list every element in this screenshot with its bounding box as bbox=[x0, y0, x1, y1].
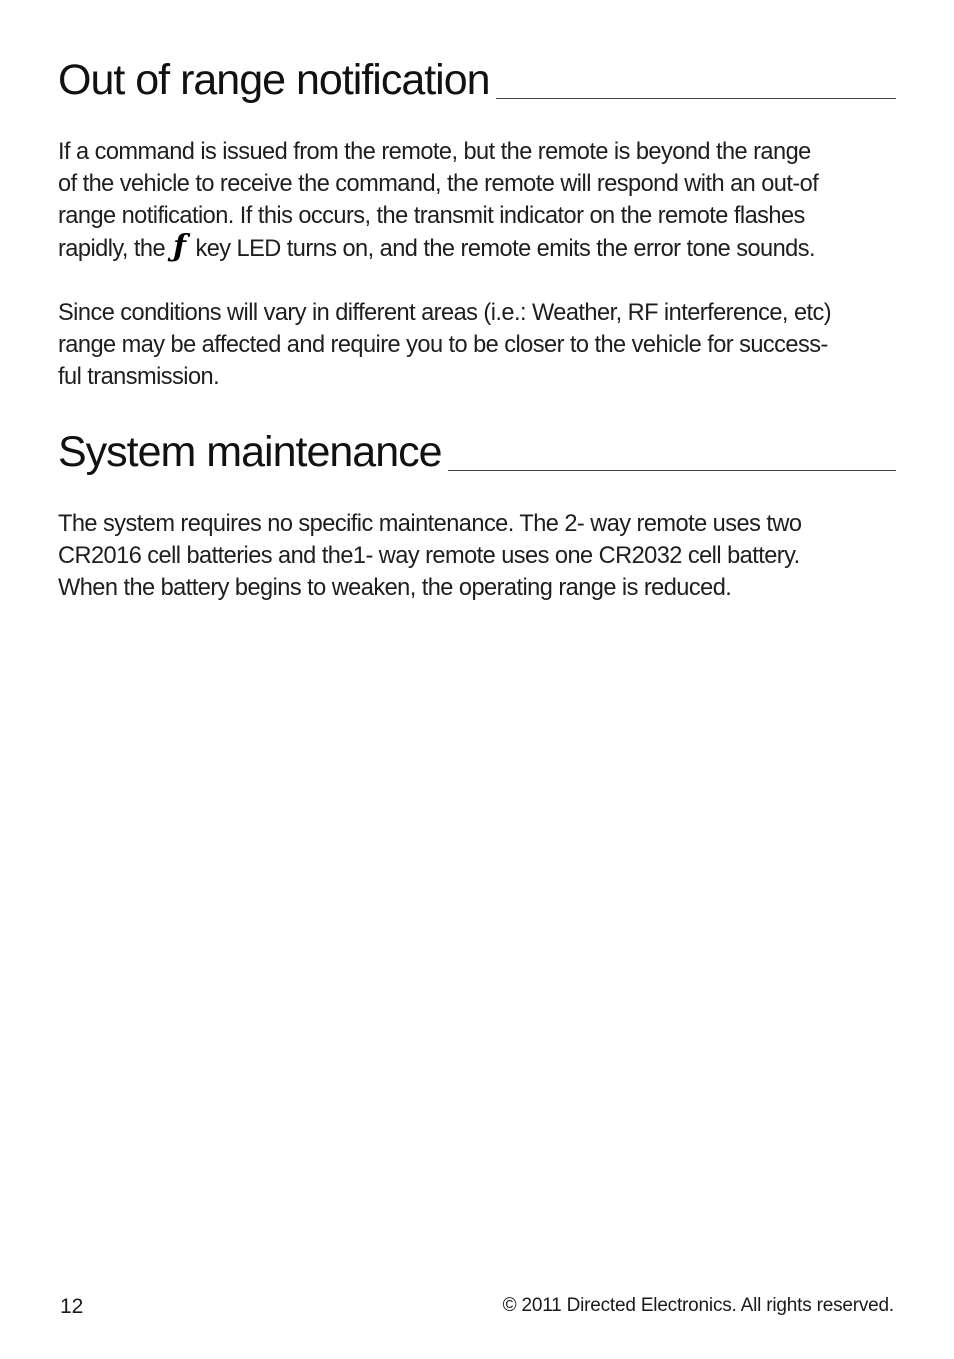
section-title: Out of range notification bbox=[58, 59, 496, 102]
heading-rule bbox=[58, 54, 896, 104]
text-line: The system requires no specific maintenance. The 2- way remote uses two bbox=[58, 511, 802, 537]
copyright-notice: © 2011 Directed Electronics. All rights reserved. bbox=[502, 1295, 894, 1316]
section-out-of-range bbox=[58, 54, 896, 393]
text-line bbox=[58, 228, 896, 265]
paragraph-maintenance bbox=[58, 508, 896, 605]
text-line: If a command is issued from the remote, but the remote is beyond the range bbox=[58, 139, 811, 165]
text-line: When the battery begins to weaken, the operating range is reduced. bbox=[58, 575, 732, 602]
text-line: range may be affected and require you to be closer to the vehicle for success- bbox=[58, 332, 828, 359]
function-key-icon: ƒ bbox=[173, 228, 186, 264]
text-line: of the vehicle to receive the command, the remote will respond with an out-of bbox=[58, 171, 819, 198]
text-fragment: key LED turns on, and the remote emits the error tone sounds. bbox=[195, 235, 816, 262]
section-system-maintenance bbox=[58, 426, 896, 605]
text-line: Since conditions will vary in different areas (i.e.: Weather, RF interference, etc) bbox=[58, 299, 832, 326]
text-fragment: rapidly, the bbox=[58, 235, 166, 262]
section-title: System maintenance bbox=[58, 431, 448, 474]
page-number: 12 bbox=[60, 1295, 84, 1318]
paragraph-out-of-range bbox=[58, 136, 896, 265]
paragraph-range-conditions bbox=[58, 297, 896, 394]
text-line: range notification. If this occurs, the transmit indicator on the remote flashes bbox=[58, 203, 805, 230]
heading-rule bbox=[58, 426, 896, 476]
text-line: ful transmission. bbox=[58, 364, 220, 391]
text-line: CR2016 cell batteries and the1- way remote uses one CR2032 cell battery. bbox=[58, 543, 800, 570]
